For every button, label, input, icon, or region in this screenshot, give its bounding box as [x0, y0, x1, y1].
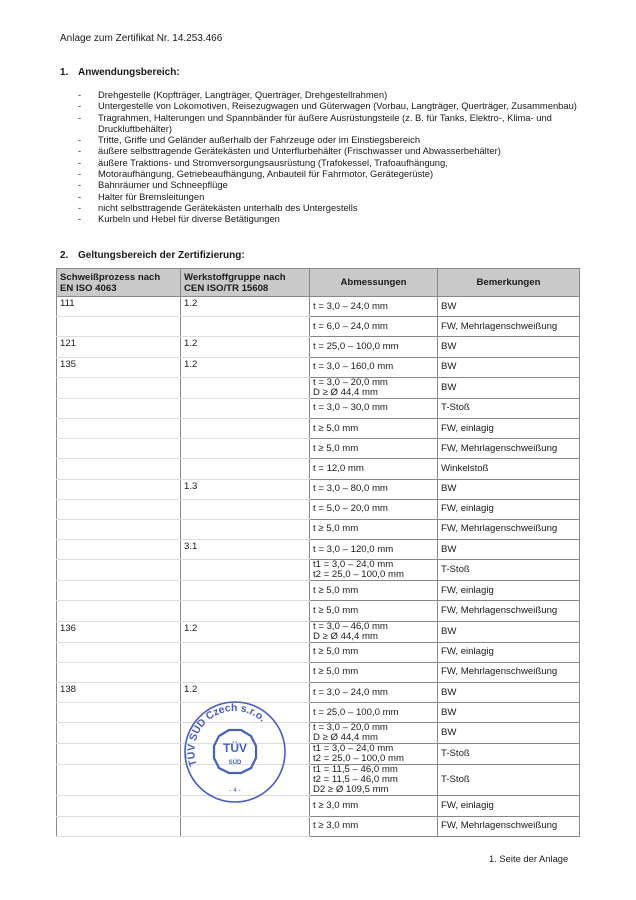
- process-cell: [57, 642, 181, 662]
- dimension-line: t = 3,0 – 80,0 mm: [313, 483, 388, 495]
- dimension-line: t = 6,0 – 24,0 mm: [313, 320, 388, 332]
- column-header-line: Werkstoffgruppe nach: [184, 271, 286, 283]
- table-row: [57, 581, 580, 601]
- dimension-line: t ≥ 5,0 mm: [313, 605, 359, 617]
- dimension-line: t = 3,0 – 24,0 mm: [313, 686, 388, 698]
- dimensions-cell: [310, 744, 438, 765]
- table-row: [57, 560, 580, 581]
- material-group-cell: 1.2: [181, 297, 310, 317]
- dimension-line: t = 3,0 – 46,0 mm: [313, 620, 388, 632]
- dimension-line: t ≥ 5,0 mm: [313, 646, 359, 658]
- table-row: [57, 519, 580, 539]
- dimensions-cell: [310, 560, 438, 581]
- scope-item: - Untergestelle von Lokomotiven, Reisezugwagen und Güterwagen (Vorbau, Langträger, Querträger, Zusammenbau): [78, 100, 578, 111]
- dimension-line: t ≥ 3,0 mm: [313, 820, 359, 832]
- dimensions-cell: [310, 816, 438, 836]
- material-group-cell: [181, 499, 310, 519]
- scope-item: - äußere selbsttragende Gerätekästen und Unterflurbehälter (Frischwasser und Abwasserbehälter): [78, 145, 578, 156]
- remark-cell: T-Stoß: [438, 560, 580, 581]
- remark-cell: FW, einlagig: [438, 581, 580, 601]
- table-row: [57, 540, 580, 560]
- process-cell: [57, 499, 181, 519]
- process-cell: 136: [57, 621, 181, 642]
- dimension-line: t ≥ 5,0 mm: [313, 666, 359, 678]
- dimension-line: t ≥ 5,0 mm: [313, 523, 359, 535]
- remark-cell: BW: [438, 337, 580, 357]
- process-cell: 111: [57, 297, 181, 317]
- remark-cell: BW: [438, 703, 580, 723]
- process-cell: [57, 796, 181, 816]
- remark-cell: BW: [438, 377, 580, 398]
- scope-list: [78, 89, 578, 225]
- scope-item: - Bahnräumer und Schneepflüge: [78, 179, 578, 190]
- process-cell: [57, 418, 181, 438]
- table-row: [57, 398, 580, 418]
- material-group-cell: [181, 601, 310, 621]
- table-row: [57, 357, 580, 377]
- dimension-line: t ≥ 5,0 mm: [313, 584, 359, 596]
- section-1-heading: [60, 67, 180, 78]
- material-group-cell: [181, 439, 310, 459]
- remark-cell: Winkelstoß: [438, 459, 580, 479]
- dimension-line: D ≥ Ø 44,4 mm: [313, 386, 378, 398]
- remark-cell: BW: [438, 540, 580, 560]
- column-header-line: Bemerkungen: [476, 277, 541, 288]
- table-row: [57, 621, 580, 642]
- process-cell: [57, 581, 181, 601]
- table-row: [57, 439, 580, 459]
- dimension-line: t1 = 3,0 – 24,0 mm: [313, 743, 394, 755]
- process-cell: [57, 439, 181, 459]
- material-group-cell: [181, 581, 310, 601]
- material-group-cell: [181, 377, 310, 398]
- tuv-sud-stamp: [180, 697, 290, 807]
- scope-item: - Drehgestelle (Kopfträger, Langträger, Querträger, Drehgestellrahmen): [78, 89, 578, 100]
- scope-item: - Motoraufhängung, Getriebeaufhängung, Anbauteil für Fahrmotor, Gerätegerüste): [78, 168, 578, 179]
- process-cell: [57, 601, 181, 621]
- column-header-line: EN ISO 4063: [60, 282, 117, 294]
- table-row: [57, 662, 580, 682]
- material-group-cell: [181, 662, 310, 682]
- dimensions-cell: [310, 377, 438, 398]
- column-header: [57, 269, 181, 297]
- table-row: [57, 703, 580, 723]
- dimension-line: t = 25,0 – 100,0 mm: [313, 340, 399, 352]
- table-row: [57, 765, 580, 796]
- scope-item: - äußere Traktions- und Stromversorgungsausrüstung (Trafokessel, Trafoaufhängung,: [78, 157, 578, 168]
- remark-cell: T-Stoß: [438, 744, 580, 765]
- process-cell: [57, 662, 181, 682]
- certification-scope-table: [56, 268, 580, 837]
- column-header: [181, 269, 310, 297]
- material-group-cell: 1.2: [181, 337, 310, 357]
- process-cell: 138: [57, 683, 181, 703]
- material-group-cell: 1.3: [181, 479, 310, 499]
- process-cell: [57, 398, 181, 418]
- table-row: [57, 337, 580, 357]
- dimension-line: t1 = 3,0 – 24,0 mm: [313, 559, 394, 571]
- remark-cell: FW, Mehrlagenschweißung: [438, 519, 580, 539]
- remark-cell: FW, Mehrlagenschweißung: [438, 662, 580, 682]
- material-group-cell: [181, 398, 310, 418]
- dimensions-cell: [310, 418, 438, 438]
- process-cell: [57, 744, 181, 765]
- dimensions-cell: [310, 398, 438, 418]
- dimensions-cell: [310, 642, 438, 662]
- dimensions-cell: [310, 337, 438, 357]
- material-group-cell: 1.2: [181, 683, 310, 703]
- material-group-cell: [181, 459, 310, 479]
- material-group-cell: [181, 519, 310, 539]
- table-row: [57, 744, 580, 765]
- table-body: [57, 297, 580, 837]
- section-2-heading: [60, 250, 245, 261]
- table-row: [57, 499, 580, 519]
- dimension-line: t2 = 25,0 – 100,0 mm: [313, 753, 404, 765]
- material-group-cell: 3.1: [181, 540, 310, 560]
- table-header-row: [57, 269, 580, 297]
- remark-cell: BW: [438, 723, 580, 744]
- dimension-line: t = 3,0 – 24,0 mm: [313, 300, 388, 312]
- dimension-line: t1 = 11,5 – 46,0 mm: [313, 764, 398, 776]
- remark-cell: T-Stoß: [438, 398, 580, 418]
- stamp-logo-top: TÜV: [223, 741, 247, 755]
- dimension-line: D2 ≥ Ø 109,5 mm: [313, 784, 389, 796]
- table-row: [57, 377, 580, 398]
- process-cell: [57, 816, 181, 836]
- dimensions-cell: [310, 357, 438, 377]
- dimensions-cell: [310, 317, 438, 337]
- dimensions-cell: [310, 540, 438, 560]
- material-group-cell: 1.2: [181, 621, 310, 642]
- page-footer: 1. Seite der Anlage: [489, 853, 569, 864]
- table-row: [57, 317, 580, 337]
- table-row: [57, 796, 580, 816]
- process-cell: [57, 459, 181, 479]
- process-cell: 121: [57, 337, 181, 357]
- process-cell: [57, 317, 181, 337]
- material-group-cell: [181, 317, 310, 337]
- table-row: [57, 479, 580, 499]
- table-row: [57, 297, 580, 317]
- process-cell: [57, 540, 181, 560]
- dimension-line: t ≥ 3,0 mm: [313, 799, 359, 811]
- process-cell: [57, 723, 181, 744]
- remark-cell: BW: [438, 479, 580, 499]
- dimension-line: t = 3,0 – 20,0 mm: [313, 722, 388, 734]
- table-row: [57, 601, 580, 621]
- scope-item: - Kurbeln und Hebel für diverse Betätigungen: [78, 213, 578, 224]
- remark-cell: T-Stoß: [438, 765, 580, 796]
- remark-cell: BW: [438, 357, 580, 377]
- table-row: [57, 642, 580, 662]
- remark-cell: BW: [438, 621, 580, 642]
- scope-item: - nicht selbsttragende Gerätekästen unterhalb des Untergestells: [78, 202, 578, 213]
- dimensions-cell: [310, 662, 438, 682]
- section-2-number: 2.: [60, 250, 69, 261]
- dimension-line: t2 = 11,5 – 46,0 mm: [313, 774, 398, 786]
- dimension-line: t = 3,0 – 120,0 mm: [313, 543, 394, 555]
- dimensions-cell: [310, 519, 438, 539]
- table-row: [57, 816, 580, 836]
- dimension-line: t2 = 25,0 – 100,0 mm: [313, 569, 404, 581]
- process-cell: [57, 560, 181, 581]
- dimensions-cell: [310, 796, 438, 816]
- scope-item: - Halter für Bremsleitungen: [78, 191, 578, 202]
- remark-cell: FW, einlagig: [438, 418, 580, 438]
- dimensions-cell: [310, 499, 438, 519]
- dimensions-cell: [310, 601, 438, 621]
- dimensions-cell: [310, 621, 438, 642]
- dimension-line: t = 3,0 – 160,0 mm: [313, 361, 394, 373]
- remark-cell: FW, einlagig: [438, 796, 580, 816]
- dimensions-cell: [310, 703, 438, 723]
- column-header: [310, 269, 438, 297]
- dimensions-cell: [310, 765, 438, 796]
- process-cell: [57, 765, 181, 796]
- scope-item: - Tritte, Griffe und Geländer außerhalb der Fahrzeuge oder im Einstiegsbereich: [78, 134, 578, 145]
- process-cell: [57, 519, 181, 539]
- remark-cell: BW: [438, 297, 580, 317]
- dimension-line: t = 12,0 mm: [313, 462, 364, 474]
- stamp-ring-text: TÜV SÜD Czech s.r.o.: [185, 701, 269, 768]
- dimensions-cell: [310, 581, 438, 601]
- dimension-line: t = 25,0 – 100,0 mm: [313, 706, 399, 718]
- remark-cell: FW, Mehrlagenschweißung: [438, 439, 580, 459]
- remark-cell: FW, einlagig: [438, 642, 580, 662]
- remark-cell: FW, Mehrlagenschweißung: [438, 601, 580, 621]
- dimension-line: t = 5,0 – 20,0 mm: [313, 503, 388, 515]
- table-row: [57, 683, 580, 703]
- remark-cell: FW, Mehrlagenschweißung: [438, 317, 580, 337]
- table-row: [57, 418, 580, 438]
- section-2-title: Geltungsbereich der Zertifizierung:: [78, 250, 245, 261]
- column-header-line: Abmessungen: [340, 277, 407, 288]
- dimension-line: t = 3,0 – 30,0 mm: [313, 402, 388, 414]
- table-row: [57, 459, 580, 479]
- stamp-logo-bottom: SÜD: [228, 760, 242, 766]
- material-group-cell: [181, 642, 310, 662]
- column-header-line: Schweißprozess nach: [60, 271, 161, 283]
- dimensions-cell: [310, 439, 438, 459]
- dimension-line: t ≥ 5,0 mm: [313, 422, 359, 434]
- material-group-cell: [181, 816, 310, 836]
- certificate-header: Anlage zum Zertifikat Nr. 14.253.466: [60, 33, 223, 44]
- dimensions-cell: [310, 723, 438, 744]
- dimension-line: t = 3,0 – 20,0 mm: [313, 376, 388, 388]
- process-cell: [57, 703, 181, 723]
- column-header: [438, 269, 580, 297]
- dimensions-cell: [310, 459, 438, 479]
- remark-cell: FW, einlagig: [438, 499, 580, 519]
- remark-cell: FW, Mehrlagenschweißung: [438, 816, 580, 836]
- dimensions-cell: [310, 683, 438, 703]
- dimensions-cell: [310, 297, 438, 317]
- section-1-title: Anwendungsbereich:: [78, 67, 180, 78]
- process-cell: [57, 479, 181, 499]
- material-group-cell: [181, 418, 310, 438]
- remark-cell: BW: [438, 683, 580, 703]
- dimension-line: D ≥ Ø 44,4 mm: [313, 732, 378, 744]
- section-1-number: 1.: [60, 67, 69, 78]
- material-group-cell: 1.2: [181, 357, 310, 377]
- scope-item: - Tragrahmen, Halterungen und Spannbänder für äußere Ausrüstungsteile (z. B. für Tanks, Elektro-, Klima- und Druckluftbehälter): [78, 112, 578, 135]
- process-cell: [57, 377, 181, 398]
- dimension-line: t ≥ 5,0 mm: [313, 442, 359, 454]
- column-header-line: CEN ISO/TR 15608: [184, 282, 269, 294]
- table-row: [57, 723, 580, 744]
- dimension-line: D ≥ Ø 44,4 mm: [313, 630, 378, 642]
- dimensions-cell: [310, 479, 438, 499]
- stamp-number: - 4 -: [229, 787, 241, 794]
- material-group-cell: [181, 560, 310, 581]
- process-cell: 135: [57, 357, 181, 377]
